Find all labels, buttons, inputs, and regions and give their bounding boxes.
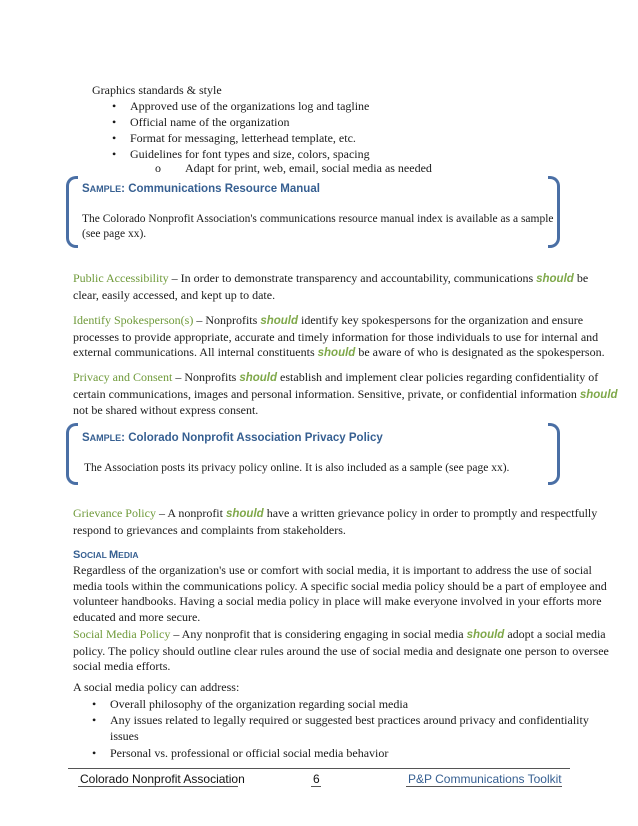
- heading-initial: M: [109, 549, 119, 561]
- paragraph-text: be: [573, 271, 589, 285]
- sample-box-left-bracket: [66, 423, 78, 485]
- paragraph-text: Any nonprofit that is considering engaging in social media: [181, 627, 467, 641]
- footer-underline: [406, 786, 562, 787]
- sample-heading: [82, 183, 320, 195]
- sample-label-initial: S: [82, 183, 90, 195]
- emphasis-should: should: [225, 508, 264, 520]
- sample-label-colon: :: [121, 432, 126, 444]
- emphasis-should: should: [317, 347, 356, 359]
- paragraph-text: processes to provide appropriate, accurate and timely information for those individuals to use for internal and: [73, 329, 599, 344]
- sample-heading: [82, 432, 383, 444]
- heading-initial: S: [73, 549, 81, 561]
- sub-item-text: Adapt for print, web, email, social media as needed: [185, 161, 432, 175]
- emphasis-should: should: [466, 629, 505, 641]
- paragraph-text: A nonprofit: [167, 506, 226, 520]
- paragraph-label: Privacy and Consent: [73, 370, 173, 384]
- heading-rest: EDIA: [118, 550, 139, 560]
- emphasis-should: should: [260, 315, 299, 327]
- footer-underline: [311, 786, 321, 787]
- dash: –: [193, 313, 206, 327]
- list-item-text: Guidelines for font types and size, colors, spacing: [130, 147, 370, 161]
- emphasis-should: should: [239, 372, 278, 384]
- bullet-icon: •: [112, 131, 117, 145]
- paragraph-text: social media efforts.: [73, 659, 171, 673]
- footer-organization: Colorado Nonprofit Association: [80, 772, 245, 786]
- sample-title: Colorado Nonprofit Association Privacy Policy: [128, 432, 383, 444]
- sample-title: Communications Resource Manual: [128, 183, 320, 195]
- address-intro: A social media policy can address:: [73, 680, 240, 694]
- paragraph-label: Public Accessibility: [73, 271, 169, 285]
- list-item-text: Official name of the organization: [130, 115, 290, 129]
- paragraph-text: external communications. All internal constituents: [73, 345, 318, 359]
- paragraph-text: Nonprofits: [205, 313, 261, 327]
- spokesperson-paragraph: [73, 313, 605, 362]
- footer-rule: [68, 768, 570, 769]
- list-item-text: issues: [110, 729, 139, 743]
- sample-label-rest: AMPLE: [89, 433, 122, 443]
- paragraph-text: In order to demonstrate transparency and accountability, communications: [180, 271, 537, 285]
- paragraph-text: respond to grievances and complaints from stakeholders.: [73, 522, 346, 537]
- paragraph-text: be aware of who is designated as the spokesperson.: [355, 345, 605, 359]
- emphasis-should: should: [536, 273, 574, 285]
- dash: –: [155, 506, 168, 520]
- bullet-icon: •: [112, 147, 117, 161]
- paragraph-text: adopt a social media: [504, 627, 606, 641]
- sub-bullet-marker: o: [155, 161, 161, 175]
- list-item-text: Any issues related to legally required or suggested best practices around privacy and confidentiality: [110, 713, 589, 727]
- paragraph-text: not be shared without express consent.: [73, 403, 259, 417]
- sample-body: [82, 212, 554, 242]
- footer-document-title: P&P Communications Toolkit: [408, 772, 562, 786]
- list-item-text: Approved use of the organizations log and tagline: [130, 99, 370, 113]
- list-item-text: Personal vs. professional or official social media behavior: [110, 746, 389, 760]
- paragraph-text: volunteer handbooks. Having a social media policy in place will make everyone involved in your efforts more: [73, 594, 602, 608]
- public-accessibility-paragraph: [73, 271, 589, 303]
- heading-rest: OCIAL: [80, 550, 109, 560]
- sample-body-line: (see page xx).: [82, 228, 147, 240]
- paragraph-text: Regardless of the organization's use or comfort with social media, it is important to address the use of social: [73, 563, 592, 577]
- sample-label-initial: S: [82, 432, 90, 444]
- bullet-icon: •: [92, 697, 97, 711]
- social-media-policy-paragraph: [73, 627, 609, 675]
- paragraph-text: policy. The policy should outline clear rules around the use of social media and designate one person to oversee: [73, 643, 609, 658]
- footer-underline: [78, 786, 238, 787]
- sample-body: The Association posts its privacy policy online. It is also included as a sample (see page xx).: [84, 462, 510, 474]
- sample-box-right-bracket: [548, 423, 560, 485]
- sample-label-colon: :: [121, 183, 126, 195]
- bullet-icon: •: [112, 115, 117, 129]
- graphics-standards-heading: Graphics standards & style: [92, 83, 222, 97]
- paragraph-text: certain communications, images and personal information. Sensitive, private, or confidential information: [73, 386, 580, 401]
- bullet-icon: •: [92, 746, 97, 760]
- paragraph-text: Nonprofits: [184, 370, 240, 384]
- paragraph-text: educated and more secure.: [73, 609, 201, 624]
- paragraph-text: have a written grievance policy in order to promptly and respectfully: [263, 506, 598, 520]
- social-media-heading: [73, 549, 138, 561]
- paragraph-text: media tools within the communications policy. A specific social media policy should be a part of employee and: [73, 578, 607, 593]
- grievance-paragraph: [73, 506, 598, 538]
- emphasis-should: should: [579, 388, 618, 401]
- dash: –: [170, 627, 182, 641]
- list-item-text: Format for messaging, letterhead template, etc.: [130, 131, 356, 145]
- paragraph-text: clear, easily accessed, and kept up to date.: [73, 287, 276, 302]
- paragraph-text: establish and implement clear policies regarding confidentiality of: [277, 370, 599, 384]
- sample-body-line: The Colorado Nonprofit Association's communications resource manual index is available as a sample: [82, 213, 554, 225]
- sample-label-rest: AMPLE: [89, 184, 122, 194]
- sample-box-left-bracket: [66, 176, 78, 248]
- bullet-icon: •: [112, 99, 117, 113]
- paragraph-label: Identify Spokesperson(s): [73, 313, 194, 327]
- list-item-text: Overall philosophy of the organization regarding social media: [110, 697, 409, 711]
- footer-page-number: 6: [313, 772, 320, 786]
- bullet-icon: •: [92, 713, 97, 727]
- paragraph-label: Social Media Policy: [73, 627, 171, 641]
- paragraph-text: identify key spokespersons for the organization and ensure: [298, 313, 584, 327]
- paragraph-label: Grievance Policy: [73, 506, 156, 520]
- social-media-paragraph: [73, 563, 607, 625]
- dash: –: [168, 271, 181, 285]
- dash: –: [172, 370, 185, 384]
- privacy-paragraph: [73, 370, 618, 419]
